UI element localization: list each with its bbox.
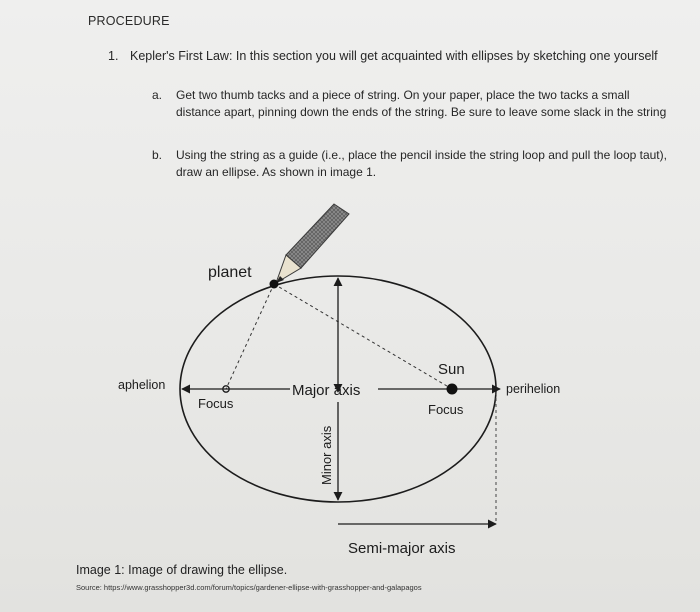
string-to-sun bbox=[274, 284, 452, 389]
procedure-heading: PROCEDURE bbox=[88, 14, 170, 28]
image-caption: Image 1: Image of drawing the ellipse. bbox=[76, 563, 288, 577]
substep-b-letter: b. bbox=[152, 148, 163, 162]
planet-label: planet bbox=[208, 264, 252, 281]
image-source: Source: https://www.grasshopper3d.com/forum/topics/gardener-ellipse-with-grasshopper-and-galapagos bbox=[76, 583, 422, 592]
minor-axis-label: Minor axis bbox=[319, 425, 334, 485]
planet-dot bbox=[270, 280, 279, 289]
sun-dot bbox=[447, 384, 458, 395]
left-focus-label: Focus bbox=[198, 396, 234, 411]
pencil-icon bbox=[276, 204, 349, 283]
step-1-text: Kepler's First Law: In this section you will get acquainted with ellipses by sketching one yourself bbox=[130, 49, 658, 63]
major-axis-label: Major axis bbox=[292, 382, 361, 399]
sun-label: Sun bbox=[438, 361, 465, 378]
aphelion-label: aphelion bbox=[118, 378, 166, 392]
perihelion-label: perihelion bbox=[506, 382, 561, 396]
semi-major-axis-label: Semi-major axis bbox=[348, 540, 456, 557]
substep-a-letter: a. bbox=[152, 88, 163, 102]
substep-b-text: Using the string as a guide (i.e., place the pencil inside the string loop and pull the loop taut), draw an ellipse. As shown in image 1. bbox=[176, 148, 667, 179]
string-to-left-focus bbox=[226, 284, 274, 389]
substep-a-text: Get two thumb tacks and a piece of string. On your paper, place the two tacks a small distance apart, pinning down the ends of the string. Be sure to leave some slack in the string bbox=[176, 88, 667, 119]
step-1-number: 1. bbox=[108, 49, 119, 63]
right-focus-label: Focus bbox=[428, 402, 464, 417]
